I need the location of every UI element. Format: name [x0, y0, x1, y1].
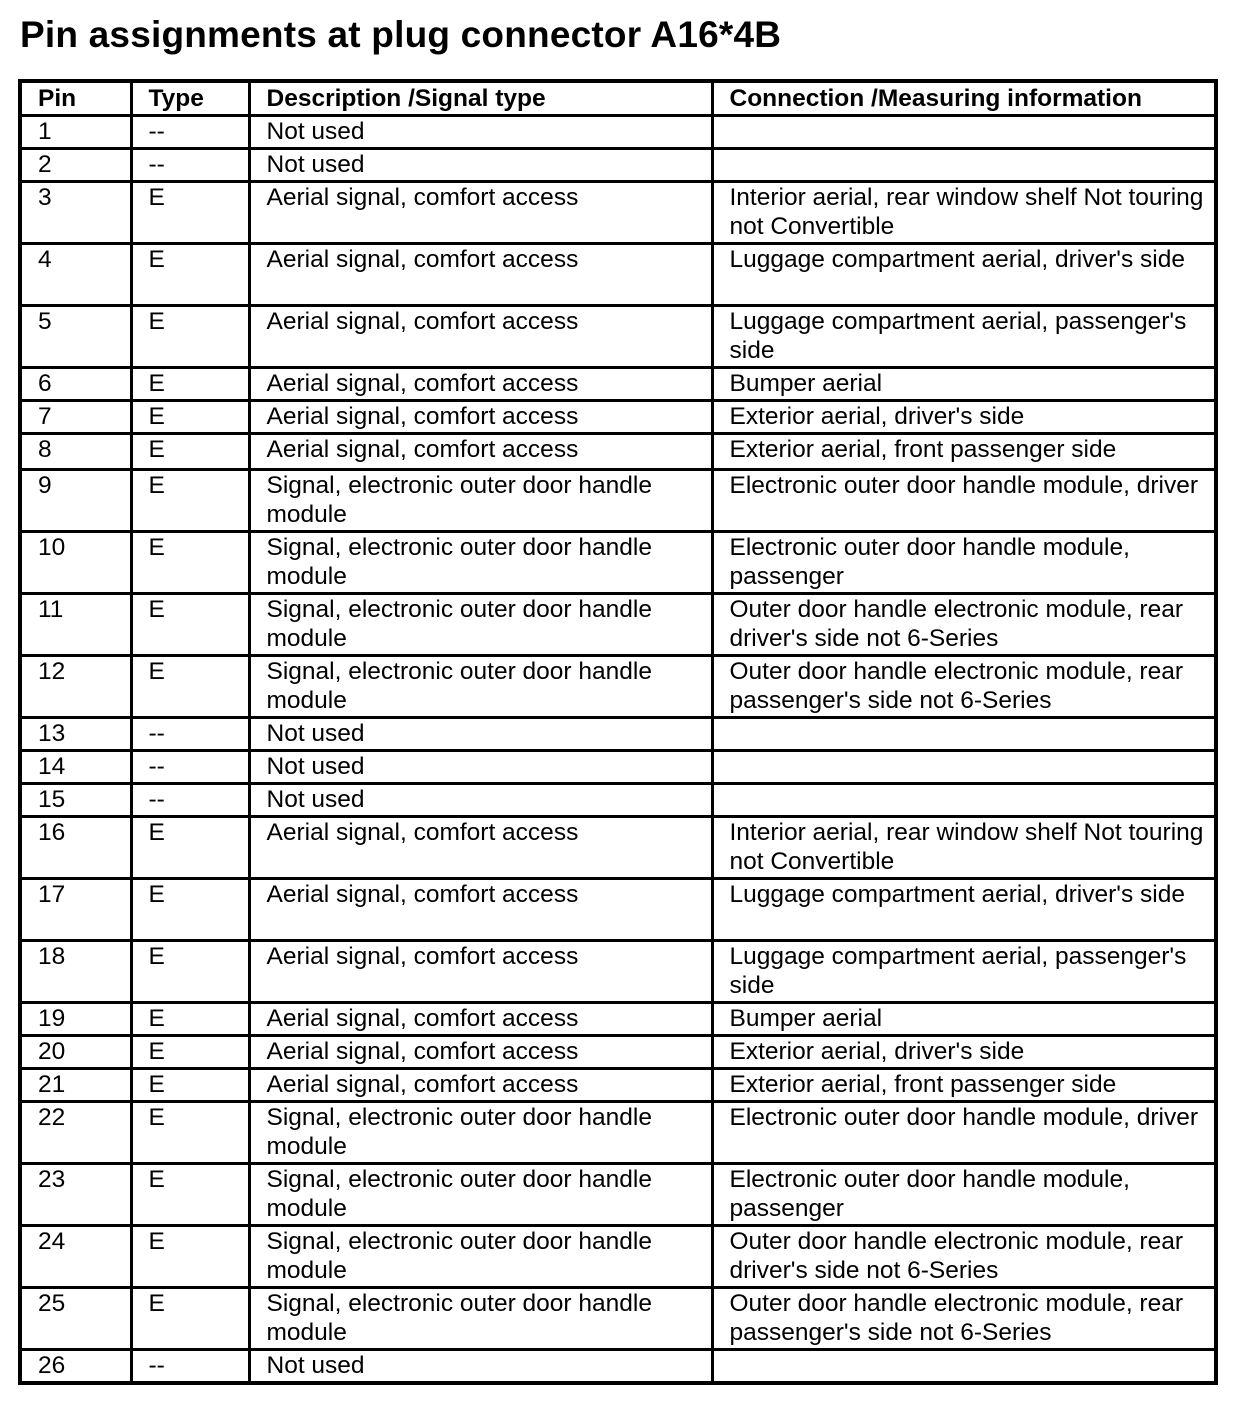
pin-cell: 11 — [20, 594, 131, 656]
type-cell: E — [131, 1226, 249, 1288]
table-row — [20, 1069, 1216, 1102]
connection-cell: Exterior aerial, front passenger side — [712, 434, 1216, 470]
type-cell: E — [131, 594, 249, 656]
pin-cell: 26 — [20, 1350, 131, 1384]
table-row — [20, 1226, 1216, 1288]
description-cell: Signal, electronic outer door handle module — [249, 656, 712, 718]
description-cell: Signal, electronic outer door handle module — [249, 1288, 712, 1350]
type-cell: E — [131, 1003, 249, 1036]
connection-cell: Luggage compartment aerial, passenger's side — [712, 941, 1216, 1003]
header-description: Description /Signal type — [249, 81, 712, 116]
description-cell: Not used — [249, 1350, 712, 1384]
type-cell: E — [131, 1102, 249, 1164]
connection-cell: Electronic outer door handle module, passenger — [712, 532, 1216, 594]
type-cell: E — [131, 656, 249, 718]
pin-cell: 24 — [20, 1226, 131, 1288]
type-cell: -- — [131, 116, 249, 149]
type-cell: E — [131, 401, 249, 434]
connection-cell: Electronic outer door handle module, passenger — [712, 1164, 1216, 1226]
connection-cell: Bumper aerial — [712, 368, 1216, 401]
type-cell: E — [131, 879, 249, 941]
type-cell: -- — [131, 751, 249, 784]
table-row — [20, 1102, 1216, 1164]
table-row — [20, 1288, 1216, 1350]
connection-cell: Exterior aerial, driver's side — [712, 401, 1216, 434]
type-cell: E — [131, 434, 249, 470]
type-cell: E — [131, 182, 249, 244]
connection-cell — [712, 784, 1216, 817]
page-title: Pin assignments at plug connector A16*4B — [20, 14, 782, 55]
description-cell: Not used — [249, 149, 712, 182]
table-row — [20, 1164, 1216, 1226]
header-connection: Connection /Measuring information — [712, 81, 1216, 116]
description-cell: Signal, electronic outer door handle module — [249, 1226, 712, 1288]
description-cell: Aerial signal, comfort access — [249, 941, 712, 1003]
table-row — [20, 879, 1216, 941]
connection-cell: Interior aerial, rear window shelf Not touring not Convertible — [712, 182, 1216, 244]
type-cell: E — [131, 1036, 249, 1069]
table-row — [20, 718, 1216, 751]
type-cell: E — [131, 817, 249, 879]
pin-cell: 9 — [20, 470, 131, 532]
description-cell: Aerial signal, comfort access — [249, 817, 712, 879]
pin-cell: 20 — [20, 1036, 131, 1069]
type-cell: -- — [131, 1350, 249, 1384]
pin-cell: 4 — [20, 244, 131, 306]
table-row — [20, 1003, 1216, 1036]
connection-cell: Luggage compartment aerial, passenger's side — [712, 306, 1216, 368]
table-row — [20, 784, 1216, 817]
pin-cell: 14 — [20, 751, 131, 784]
pin-cell: 17 — [20, 879, 131, 941]
description-cell: Signal, electronic outer door handle module — [249, 470, 712, 532]
pin-cell: 15 — [20, 784, 131, 817]
connection-cell — [712, 751, 1216, 784]
connection-cell: Bumper aerial — [712, 1003, 1216, 1036]
description-cell: Not used — [249, 751, 712, 784]
header-pin: Pin — [20, 81, 131, 116]
table-row — [20, 244, 1216, 306]
pin-cell: 21 — [20, 1069, 131, 1102]
connection-cell: Interior aerial, rear window shelf Not touring not Convertible — [712, 817, 1216, 879]
description-cell: Aerial signal, comfort access — [249, 306, 712, 368]
table-row — [20, 401, 1216, 434]
description-cell: Aerial signal, comfort access — [249, 244, 712, 306]
description-cell: Signal, electronic outer door handle module — [249, 532, 712, 594]
type-cell: E — [131, 1164, 249, 1226]
description-cell: Not used — [249, 718, 712, 751]
description-cell: Signal, electronic outer door handle module — [249, 1164, 712, 1226]
description-cell: Aerial signal, comfort access — [249, 1003, 712, 1036]
table-row — [20, 751, 1216, 784]
pin-cell: 8 — [20, 434, 131, 470]
pin-cell: 22 — [20, 1102, 131, 1164]
table-row — [20, 594, 1216, 656]
type-cell: -- — [131, 784, 249, 817]
description-cell: Aerial signal, comfort access — [249, 1069, 712, 1102]
description-cell: Aerial signal, comfort access — [249, 434, 712, 470]
type-cell: -- — [131, 718, 249, 751]
type-cell: -- — [131, 149, 249, 182]
table-body — [20, 116, 1216, 1384]
pin-cell: 7 — [20, 401, 131, 434]
table-row — [20, 182, 1216, 244]
pin-cell: 1 — [20, 116, 131, 149]
pin-cell: 3 — [20, 182, 131, 244]
type-cell: E — [131, 470, 249, 532]
description-cell: Not used — [249, 116, 712, 149]
description-cell: Aerial signal, comfort access — [249, 1036, 712, 1069]
table-header-row — [20, 81, 1216, 116]
connection-cell: Electronic outer door handle module, driver — [712, 1102, 1216, 1164]
connection-cell: Outer door handle electronic module, rear passenger's side not 6-Series — [712, 656, 1216, 718]
type-cell: E — [131, 532, 249, 594]
connection-cell: Outer door handle electronic module, rear driver's side not 6-Series — [712, 594, 1216, 656]
description-cell: Not used — [249, 784, 712, 817]
type-cell: E — [131, 1069, 249, 1102]
table-row — [20, 817, 1216, 879]
pin-cell: 19 — [20, 1003, 131, 1036]
description-cell: Aerial signal, comfort access — [249, 368, 712, 401]
table-row — [20, 532, 1216, 594]
description-cell: Signal, electronic outer door handle module — [249, 594, 712, 656]
connection-cell: Outer door handle electronic module, rear passenger's side not 6-Series — [712, 1288, 1216, 1350]
table-row — [20, 1036, 1216, 1069]
pin-cell: 16 — [20, 817, 131, 879]
connection-cell: Exterior aerial, front passenger side — [712, 1069, 1216, 1102]
table-row — [20, 306, 1216, 368]
table-row — [20, 116, 1216, 149]
description-cell: Aerial signal, comfort access — [249, 879, 712, 941]
connection-cell — [712, 718, 1216, 751]
type-cell: E — [131, 941, 249, 1003]
table-row — [20, 368, 1216, 401]
pin-cell: 6 — [20, 368, 131, 401]
connection-cell: Electronic outer door handle module, driver — [712, 470, 1216, 532]
header-type: Type — [131, 81, 249, 116]
type-cell: E — [131, 306, 249, 368]
pin-cell: 12 — [20, 656, 131, 718]
pin-cell: 5 — [20, 306, 131, 368]
connection-cell: Luggage compartment aerial, driver's side — [712, 244, 1216, 306]
connection-cell — [712, 149, 1216, 182]
pin-cell: 2 — [20, 149, 131, 182]
description-cell: Aerial signal, comfort access — [249, 182, 712, 244]
connection-cell: Outer door handle electronic module, rear driver's side not 6-Series — [712, 1226, 1216, 1288]
table-row — [20, 656, 1216, 718]
type-cell: E — [131, 244, 249, 306]
pin-cell: 13 — [20, 718, 131, 751]
description-cell: Aerial signal, comfort access — [249, 401, 712, 434]
type-cell: E — [131, 368, 249, 401]
table-row — [20, 1350, 1216, 1384]
connection-cell — [712, 116, 1216, 149]
connection-cell — [712, 1350, 1216, 1384]
pin-cell: 23 — [20, 1164, 131, 1226]
pin-cell: 18 — [20, 941, 131, 1003]
description-cell: Signal, electronic outer door handle module — [249, 1102, 712, 1164]
pin-cell: 10 — [20, 532, 131, 594]
table-row — [20, 149, 1216, 182]
connection-cell: Exterior aerial, driver's side — [712, 1036, 1216, 1069]
type-cell: E — [131, 1288, 249, 1350]
table-row — [20, 941, 1216, 1003]
pin-assignment-table — [18, 79, 1218, 1385]
table-row — [20, 470, 1216, 532]
pin-cell: 25 — [20, 1288, 131, 1350]
connection-cell: Luggage compartment aerial, driver's side — [712, 879, 1216, 941]
table-row — [20, 434, 1216, 470]
